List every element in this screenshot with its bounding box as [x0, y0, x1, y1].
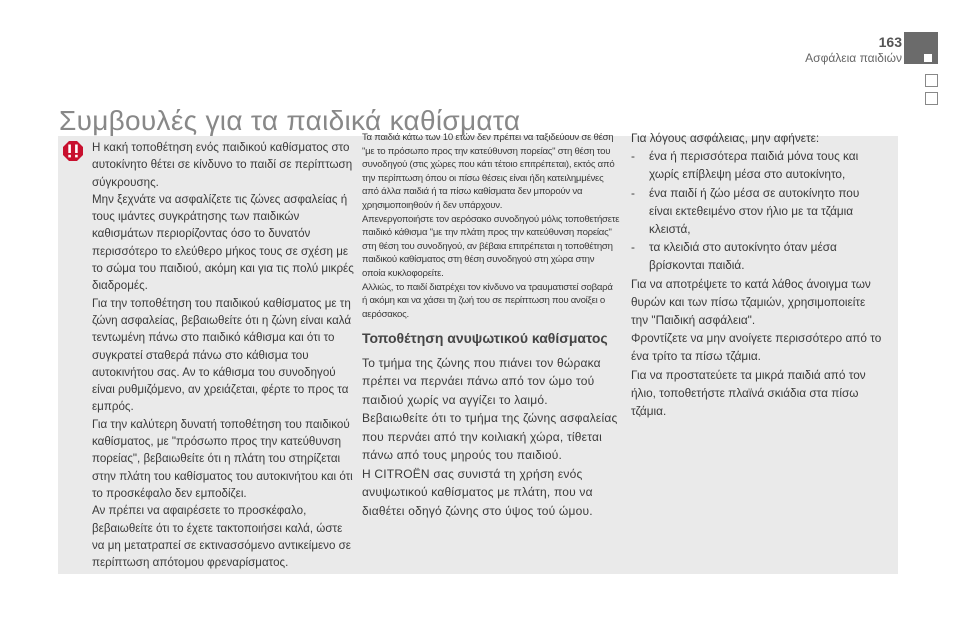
column-booster-seat	[362, 131, 620, 520]
list-item	[631, 238, 883, 274]
paragraph: Τα παιδιά κάτω των 10 ετών δεν πρέπει να ταξιδεύουν σε θέση "με το πρόσωπο προς την κατεύθυνση πορείας" στη θέση του συνοδηγού (στις χώρες που κάτι τέτοιο επιτρέπεται), εκτός από την περίπτωση όπου οι πίσω θέσεις είναι ήδη κατειλημμένες από άλλα παιδιά ή τα πίσω καθίσματα δεν μπορούν να χρησιμοποιηθούν ή δεν υπάρχουν.	[362, 132, 615, 211]
paragraph: Η CITROËN σας συνιστά τη χρήση ενός ανυψωτικού καθίσματος με πλάτη, που να διαθέτει οδηγό ζώνης στο ύψος τού ώμου.	[362, 466, 593, 518]
warning-exclamation-icon	[62, 140, 84, 162]
chapter-tab-empty-2	[925, 92, 938, 105]
chapter-tab	[904, 32, 938, 64]
paragraph: Για να προστατεύετε τα μικρά παιδιά από τον ήλιο, τοποθετήστε πλαϊνά σκιάδια στα πίσω τζάμια.	[631, 367, 866, 419]
paragraph: Βεβαιωθείτε ότι το τμήμα της ζώνης ασφαλείας που περνάει από την κοιλιακή χώρα, τίθεται πάνω από τους μηρούς του παιδιού.	[362, 411, 618, 463]
column-warnings	[92, 139, 357, 571]
list-item-text: τα κλειδιά στο αυτοκίνητο όταν μέσα βρίσκονται παιδιά.	[649, 240, 837, 273]
booster-instructions	[362, 354, 620, 521]
page-number: 163	[878, 34, 902, 50]
paragraph: Για την καλύτερη δυνατή τοποθέτηση του παιδικού καθίσματος, με "πρόσωπο προς την κατεύθυνση πορείας", βεβαιωθείτε ότι η πλάτη του στηρίζεται στην πλάτη του καθίσματος του αυτοκινήτου και ότι το προσκέφαλο δεν εμποδίζει.	[92, 417, 353, 500]
bullet-marker: -	[631, 149, 635, 164]
intro-text: Για λόγους ασφάλειας, μην αφήνετε:	[631, 131, 820, 145]
page-title: Συμβουλές για τα παιδικά καθίσματα	[59, 104, 521, 136]
chapter-tab-mark	[924, 54, 932, 62]
bullet-marker: -	[631, 240, 635, 255]
section-heading: Τοποθέτηση ανυψωτικού καθίσματος	[362, 330, 608, 347]
list-item-text: ένα ή περισσότερα παιδιά μόνα τους και χωρίς επίβλεψη μέσα στο αυτοκίνητο,	[649, 149, 859, 182]
section-title: Ασφάλεια παιδιών	[805, 51, 902, 65]
front-seat-notes	[362, 131, 620, 321]
bullet-marker: -	[631, 185, 635, 200]
paragraph: Η κακή τοποθέτηση ενός παιδικού καθίσματος στο αυτοκίνητο θέτει σε κίνδυνο το παιδί σε περίπτωση σύγκρουσης.	[92, 141, 353, 189]
paragraph: Αλλιώς, το παιδί διατρέχει τον κίνδυνο να τραυματιστεί σοβαρά ή ακόμη και να χάσει τη ζωή του σε περίπτωση που ανοίξει ο αερόσακος.	[362, 281, 613, 320]
paragraph: Για να αποτρέψετε το κατά λάθος άνοιγμα των θυρών και των πίσω τζαμιών, χρησιμοποιείτε την "Παιδική ασφάλεια".	[631, 276, 871, 328]
list-item	[631, 147, 883, 183]
column-safety-reminders	[631, 129, 883, 420]
chapter-tab-empty-1	[925, 74, 938, 87]
paragraph: Φροντίζετε να μην ανοίγετε περισσότερο από το ένα τρίτο τα πίσω τζάμια.	[631, 331, 882, 364]
list-item-text: ένα παιδί ή ζώο μέσα σε αυτοκίνητο που είναι εκτεθειμένο στον ήλιο με τα τζάμια κλειστά,	[649, 185, 860, 237]
list-item	[631, 184, 883, 239]
paragraph: Αν πρέπει να αφαιρέσετε το προσκέφαλο, βεβαιωθείτε ότι το έχετε τακτοποιήσει καλά, ώστε να μη μετατραπεί σε εκτινασσόμενο αντικείμενο σε περίπτωση απότομου φρεναρίσματος.	[92, 504, 351, 570]
paragraph: Για την τοποθέτηση του παιδικού καθίσματος με τη ζώνη ασφαλείας, βεβαιωθείτε ότι η ζώνη είναι καλά τεντωμένη πάνω στο παιδικό κάθισμα και ότι το συγκρατεί σταθερά πάνω στο κάθισμα του αυτοκινήτου σας. Αν το κάθισμα του συνοδηγού είναι ρυθμιζόμενο, αν χρειάζεται, φέρτε το προς τα εμπρός.	[92, 296, 352, 414]
paragraph: Το τμήμα της ζώνης που πιάνει τον θώρακα πρέπει να περνάει πάνω από τον ώμο τού παιδιού χωρίς να αγγίζει το λαιμό.	[362, 355, 601, 407]
paragraph: Μην ξεχνάτε να ασφαλίζετε τις ζώνες ασφαλείας ή τους ιμάντες συγκράτησης των παιδικών καθισμάτων περιορίζοντας όσο το δυνατόν περισσότερο το ελεύθερο μήκος τους σε σχέση με το σώμα του παιδιού, ακόμη και για τις πολύ μικρές διαδρομές.	[92, 192, 354, 293]
paragraph: Απενεργοποιήστε τον αερόσακο συνοδηγού μόλις τοποθετήσετε παιδικό κάθισμα "με την πλάτη προς την κατεύθυνση πορείας" στη θέση του συνοδηγού, αν βέβαια επιτρέπεται η τοποθέτηση παιδικού καθίσματος στη θέση συνοδηγού στη χώρα στην οποία κυκλοφορείτε.	[362, 213, 620, 279]
